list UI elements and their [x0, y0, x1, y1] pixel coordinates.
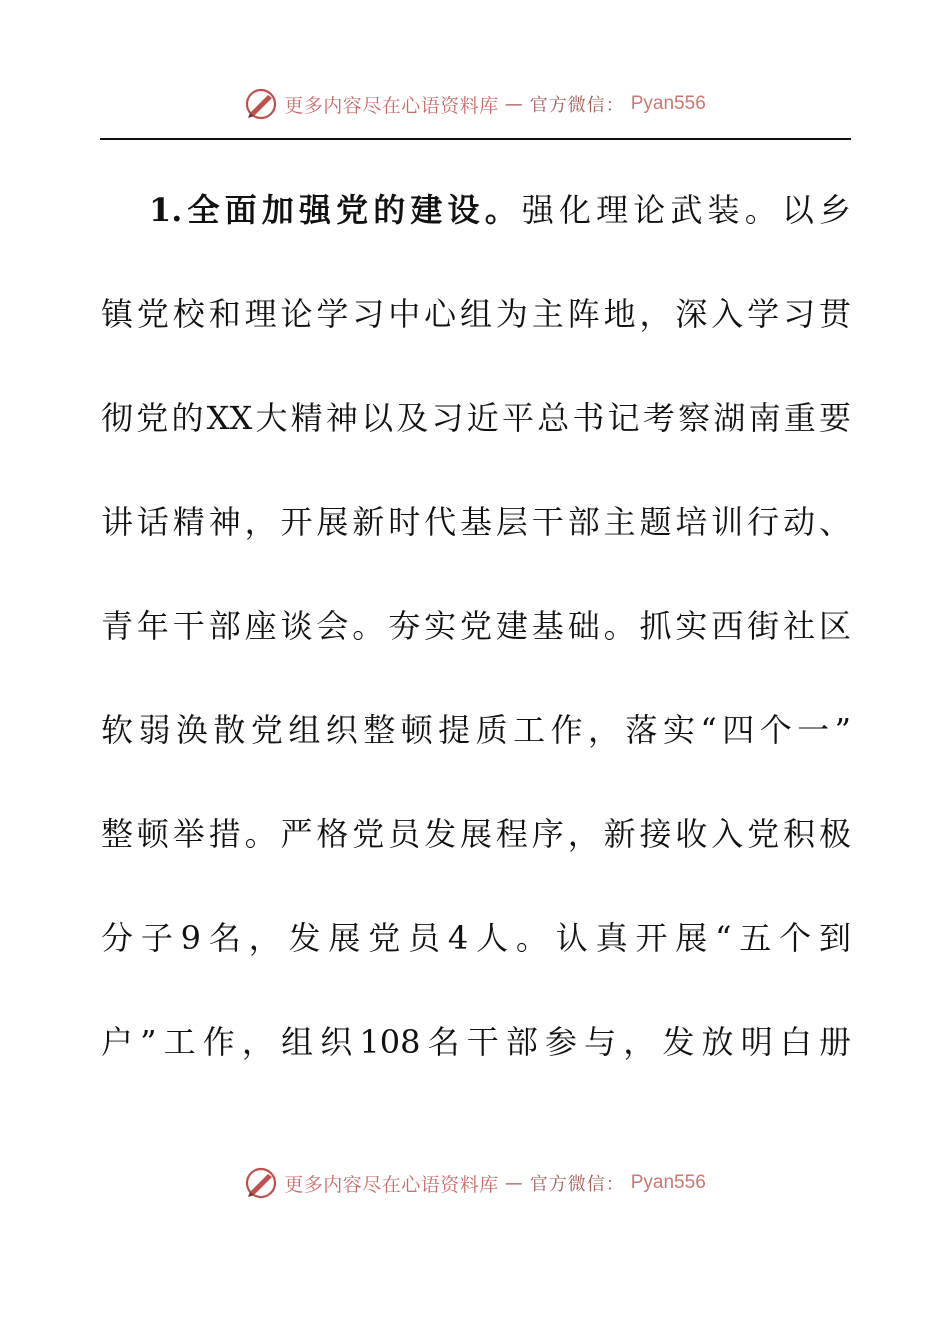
- header-watermark: [0, 84, 950, 124]
- paragraph-line-3: 彻党的XX大精神以及习近平总书记考察湖南重要: [101, 399, 851, 437]
- document-paragraph: [101, 180, 851, 1116]
- pen-logo-icon: [244, 87, 278, 121]
- paragraph-line-1: [101, 180, 851, 284]
- footer-watermark: [0, 1163, 950, 1203]
- watermark-site-text: 更多内容尽在心语资料库: [284, 94, 499, 117]
- watermark-dash: —: [504, 1172, 524, 1194]
- watermark-dash: —: [504, 93, 524, 115]
- watermark-wechat-id: Pyan556: [630, 93, 706, 114]
- watermark-site-text: 更多内容尽在心语资料库: [284, 1173, 499, 1196]
- paragraph-line-text: 强化理论武装。以乡: [521, 191, 851, 229]
- pen-logo-icon: [244, 1166, 278, 1200]
- section-heading: 1.全面加强党的建设。: [149, 191, 522, 229]
- watermark-wechat-label: 官方微信：: [529, 1174, 625, 1195]
- paragraph-line-9: 户”工作，组织108名干部参与，发放明白册: [101, 1023, 851, 1061]
- header-divider: [100, 138, 851, 140]
- paragraph-line-4: 讲话精神，开展新时代基层干部主题培训行动、: [101, 503, 851, 541]
- paragraph-line-8: 分子9名，发展党员4人。认真开展“五个到: [101, 919, 851, 957]
- watermark-wechat-id: Pyan556: [630, 1172, 706, 1193]
- watermark-wechat-label: 官方微信：: [529, 95, 625, 116]
- paragraph-line-2: 镇党校和理论学习中心组为主阵地，深入学习贯: [101, 295, 851, 333]
- paragraph-line-6: 软弱涣散党组织整顿提质工作，落实“四个一”: [101, 711, 851, 749]
- paragraph-line-5: 青年干部座谈会。夯实党建基础。抓实西街社区: [101, 607, 851, 645]
- paragraph-line-7: 整顿举措。严格党员发展程序，新接收入党积极: [101, 815, 851, 853]
